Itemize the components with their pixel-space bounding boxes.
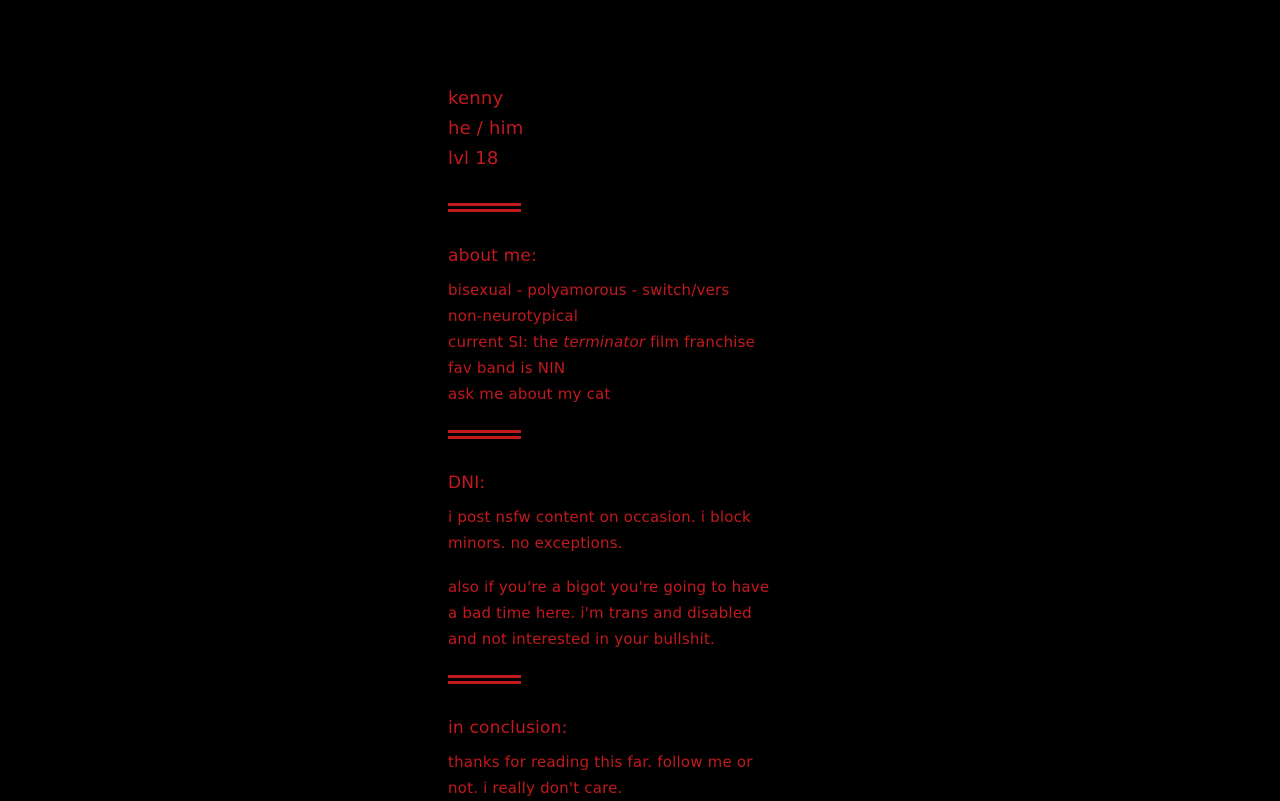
section-divider (448, 430, 521, 439)
conclusion-body (448, 749, 838, 801)
special-interest-prefix: current SI: the (448, 333, 564, 351)
dni-p1-line: minors. no exceptions. (448, 534, 623, 552)
profile-column (448, 84, 838, 801)
section-divider (448, 203, 521, 212)
dni-paragraph-1 (448, 504, 838, 556)
about-heading: about me: (448, 246, 537, 266)
conclusion-line: not. i really don't care. (448, 779, 623, 797)
dni-p2-line: also if you're a bigot you're going to have (448, 578, 770, 596)
about-line-cat: ask me about my cat (448, 385, 611, 403)
profile-name: kenny (448, 88, 504, 109)
profile-level: lvl 18 (448, 148, 499, 169)
profile-header (448, 84, 838, 174)
about-body (448, 277, 838, 407)
about-line-fav-band: fav band is NIN (448, 359, 566, 377)
about-line-orientation: bisexual - polyamorous - switch/vers (448, 281, 730, 299)
about-line-neurotype: non-neurotypical (448, 307, 579, 325)
dni-p2-line: a bad time here. i'm trans and disabled (448, 604, 752, 622)
section-divider (448, 675, 521, 684)
conclusion-heading: in conclusion: (448, 718, 568, 738)
dni-section (448, 472, 838, 652)
about-line-special-interest (448, 329, 838, 355)
dni-heading: DNI: (448, 473, 486, 493)
special-interest-title: terminator (563, 333, 646, 351)
dni-paragraph-2 (448, 574, 838, 652)
dni-p1-line: i post nsfw content on occasion. i block (448, 508, 751, 526)
profile-pronouns: he / him (448, 118, 524, 139)
conclusion-section (448, 717, 838, 801)
conclusion-line: thanks for reading this far. follow me or (448, 753, 753, 771)
special-interest-suffix: film franchise (645, 333, 756, 351)
about-section (448, 245, 838, 407)
dni-p2-line: and not interested in your bullshit. (448, 630, 716, 648)
